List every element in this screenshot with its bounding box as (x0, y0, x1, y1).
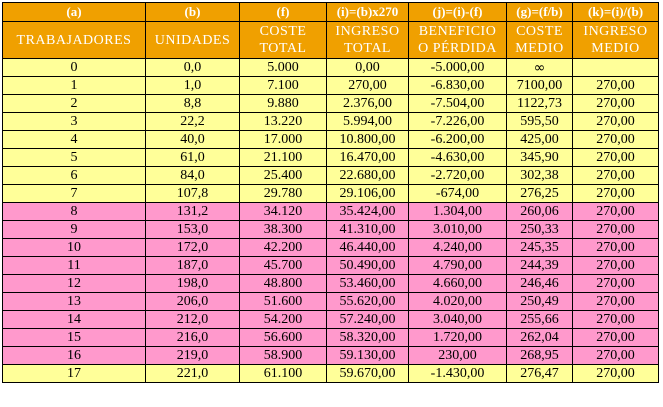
header-line: TRABAJADORES (16, 32, 132, 48)
table-row (3, 293, 659, 311)
table-cell: 216,0 (146, 329, 240, 347)
table-cell: 8 (3, 203, 146, 221)
column-header-beneficio (409, 22, 507, 59)
table-cell: 56.600 (240, 329, 327, 347)
table-cell: 40,0 (146, 131, 240, 149)
header-line: INGRESO (583, 24, 648, 39)
table-row (3, 95, 659, 113)
table-row (3, 365, 659, 383)
table-cell: 48.800 (240, 275, 327, 293)
table-cell: 53.460,00 (327, 275, 409, 293)
table-row (3, 203, 659, 221)
table-cell: 21.100 (240, 149, 327, 167)
table-cell: 1122,73 (507, 95, 573, 113)
table-cell: 17.000 (240, 131, 327, 149)
table-cell: 38.300 (240, 221, 327, 239)
table-row (3, 311, 659, 329)
table-cell: 3.040,00 (409, 311, 507, 329)
table-cell: 58.900 (240, 347, 327, 365)
table-cell: 270,00 (573, 167, 659, 185)
table-cell: 51.600 (240, 293, 327, 311)
header-code: (b) (146, 3, 240, 22)
table-cell: 246,46 (507, 275, 573, 293)
table-cell: 50.490,00 (327, 257, 409, 275)
column-header-ingreso-total (327, 22, 409, 59)
table-cell: 187,0 (146, 257, 240, 275)
table-cell: 16.470,00 (327, 149, 409, 167)
header-line: MEDIO (515, 41, 564, 56)
table-cell: 10.800,00 (327, 131, 409, 149)
table-cell: 1.304,00 (409, 203, 507, 221)
header-line: BENEFICIO (418, 24, 497, 39)
table-cell: 3 (3, 113, 146, 131)
table-cell: 4.790,00 (409, 257, 507, 275)
table-cell: 270,00 (573, 329, 659, 347)
header-code: (j)=(i)-(f) (409, 3, 507, 22)
table-cell: 29.106,00 (327, 185, 409, 203)
table-cell: 172,0 (146, 239, 240, 257)
table-cell: 9 (3, 221, 146, 239)
table-cell: -2.720,00 (409, 167, 507, 185)
header-line: MEDIO (591, 41, 640, 56)
table-row (3, 275, 659, 293)
table-cell: 46.440,00 (327, 239, 409, 257)
table-cell: 14 (3, 311, 146, 329)
table-cell: 84,0 (146, 167, 240, 185)
table-row (3, 131, 659, 149)
table-cell: 5.994,00 (327, 113, 409, 131)
table-cell: 302,38 (507, 167, 573, 185)
table-cell: 25.400 (240, 167, 327, 185)
table-cell: 270,00 (573, 203, 659, 221)
column-header-coste-total (240, 22, 327, 59)
table-cell: 10 (3, 239, 146, 257)
table-cell: 270,00 (573, 113, 659, 131)
table-cell: 29.780 (240, 185, 327, 203)
table-cell: 270,00 (573, 77, 659, 95)
table-cell: 7100,00 (507, 77, 573, 95)
header-line: TOTAL (343, 41, 391, 56)
table-cell: 206,0 (146, 293, 240, 311)
table-cell: 425,00 (507, 131, 573, 149)
table-cell: 212,0 (146, 311, 240, 329)
table-cell: 61,0 (146, 149, 240, 167)
table-cell: -5.000,00 (409, 59, 507, 77)
header-code: (i)=(b)x270 (327, 3, 409, 22)
table-cell: 1.720,00 (409, 329, 507, 347)
table-cell: 276,25 (507, 185, 573, 203)
header-code: (g)=(f/b) (507, 3, 573, 22)
production-table (2, 2, 659, 383)
table-cell: 270,00 (573, 257, 659, 275)
table-cell: 270,00 (573, 347, 659, 365)
table-row (3, 77, 659, 95)
table-cell: 0 (3, 59, 146, 77)
column-header-ingreso-medio (573, 22, 659, 59)
table-cell: 270,00 (573, 95, 659, 113)
table-cell: 4.020,00 (409, 293, 507, 311)
table-row (3, 239, 659, 257)
table-cell: 2.376,00 (327, 95, 409, 113)
table-cell: -7.226,00 (409, 113, 507, 131)
column-header-unidades (146, 22, 240, 59)
table-cell: 13 (3, 293, 146, 311)
header-code: (f) (240, 3, 327, 22)
table-cell: 0,0 (146, 59, 240, 77)
header-line: COSTE (259, 24, 307, 39)
table-cell: 595,50 (507, 113, 573, 131)
table-cell: 221,0 (146, 365, 240, 383)
table-cell: 22,2 (146, 113, 240, 131)
table-cell: 3.010,00 (409, 221, 507, 239)
table-cell: 270,00 (573, 365, 659, 383)
table-cell: 16 (3, 347, 146, 365)
table-cell: 268,95 (507, 347, 573, 365)
table-cell: 270,00 (573, 149, 659, 167)
table-cell: 4.660,00 (409, 275, 507, 293)
table-cell: 260,06 (507, 203, 573, 221)
table-cell: 13.220 (240, 113, 327, 131)
table-cell: 250,33 (507, 221, 573, 239)
table-cell: 42.200 (240, 239, 327, 257)
table-cell: 22.680,00 (327, 167, 409, 185)
table-cell (573, 59, 659, 77)
table-cell: 4.240,00 (409, 239, 507, 257)
table-cell: 270,00 (573, 221, 659, 239)
table-cell: 153,0 (146, 221, 240, 239)
table-cell: 4 (3, 131, 146, 149)
table-cell: 61.100 (240, 365, 327, 383)
table-cell: 262,04 (507, 329, 573, 347)
table-cell: 345,90 (507, 149, 573, 167)
table-row (3, 185, 659, 203)
table-cell: 1 (3, 77, 146, 95)
table-cell: 276,47 (507, 365, 573, 383)
header-labels-row (3, 22, 659, 59)
table-cell: 230,00 (409, 347, 507, 365)
table-row (3, 347, 659, 365)
table-body (3, 3, 659, 383)
table-row (3, 257, 659, 275)
table-row (3, 59, 659, 77)
table-cell: ∞ (507, 59, 573, 77)
table-cell: 35.424,00 (327, 203, 409, 221)
table-cell: -674,00 (409, 185, 507, 203)
table-row (3, 113, 659, 131)
table-cell: 5 (3, 149, 146, 167)
table-cell: -1.430,00 (409, 365, 507, 383)
table-cell: -7.504,00 (409, 95, 507, 113)
table-cell: 270,00 (573, 293, 659, 311)
table-cell: 12 (3, 275, 146, 293)
header-line: INGRESO (335, 24, 400, 39)
table-cell: 250,49 (507, 293, 573, 311)
table-cell: 8,8 (146, 95, 240, 113)
header-line: COSTE (516, 24, 563, 39)
table-cell: 270,00 (573, 131, 659, 149)
table-row (3, 149, 659, 167)
table-cell: 245,35 (507, 239, 573, 257)
column-header-coste-medio (507, 22, 573, 59)
column-header-trabajadores (3, 22, 146, 59)
header-codes-row (3, 3, 659, 22)
table-cell: 57.240,00 (327, 311, 409, 329)
table-cell: 270,00 (573, 311, 659, 329)
header-code: (a) (3, 3, 146, 22)
header-line: TOTAL (259, 41, 307, 56)
header-line: UNIDADES (154, 32, 231, 48)
table-cell: 7 (3, 185, 146, 203)
table-cell: 54.200 (240, 311, 327, 329)
table-cell: 17 (3, 365, 146, 383)
table-cell: 244,39 (507, 257, 573, 275)
table-cell: 6 (3, 167, 146, 185)
table-cell: 11 (3, 257, 146, 275)
table-cell: 59.670,00 (327, 365, 409, 383)
table-cell: 34.120 (240, 203, 327, 221)
table-cell: 41.310,00 (327, 221, 409, 239)
table-row (3, 221, 659, 239)
table-cell: 270,00 (573, 185, 659, 203)
table-cell: 107,8 (146, 185, 240, 203)
table-cell: 270,00 (327, 77, 409, 95)
table-cell: 131,2 (146, 203, 240, 221)
table-cell: 1,0 (146, 77, 240, 95)
table-cell: 9.880 (240, 95, 327, 113)
table-cell: 270,00 (573, 239, 659, 257)
table-cell: 198,0 (146, 275, 240, 293)
table-cell: -6.200,00 (409, 131, 507, 149)
table-row (3, 167, 659, 185)
table-cell: 2 (3, 95, 146, 113)
table-cell: 7.100 (240, 77, 327, 95)
table-cell: 15 (3, 329, 146, 347)
table-cell: -4.630,00 (409, 149, 507, 167)
table-row (3, 329, 659, 347)
table-cell: 255,66 (507, 311, 573, 329)
table-cell: 5.000 (240, 59, 327, 77)
table-cell: 0,00 (327, 59, 409, 77)
table-cell: 55.620,00 (327, 293, 409, 311)
table-cell: -6.830,00 (409, 77, 507, 95)
table-cell: 45.700 (240, 257, 327, 275)
table-cell: 58.320,00 (327, 329, 409, 347)
table-cell: 59.130,00 (327, 347, 409, 365)
table-cell: 270,00 (573, 275, 659, 293)
header-code: (k)=(i)/(b) (573, 3, 659, 22)
header-line: O PÉRDIDA (418, 41, 497, 56)
table-cell: 219,0 (146, 347, 240, 365)
